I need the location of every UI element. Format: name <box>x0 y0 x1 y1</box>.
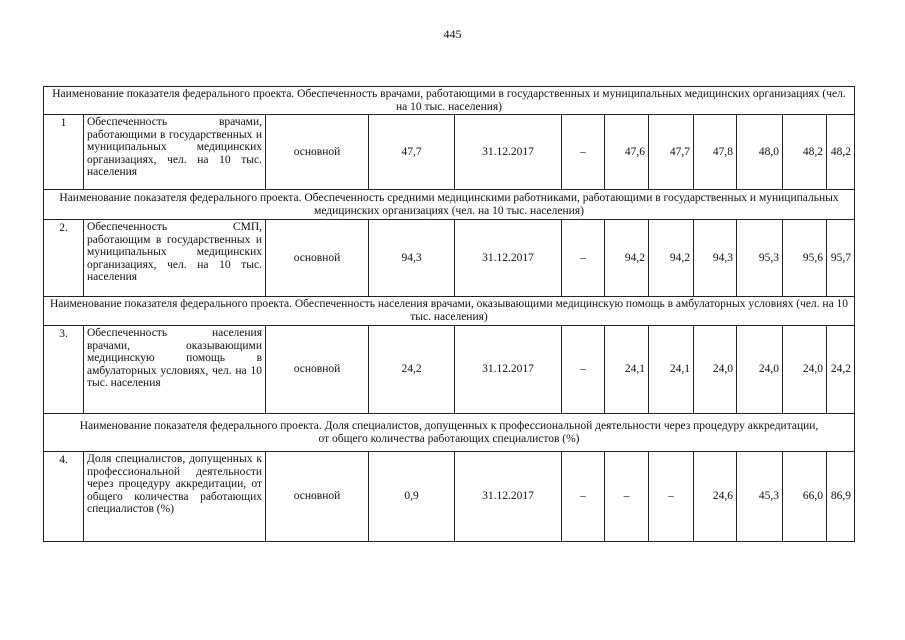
year-value: 48,2 <box>827 115 855 190</box>
year-value: – <box>562 115 605 190</box>
indicator-name: Доля специалистов, допущенных к профессиональной деятельности через процедуру аккредитации, от общего количества работающих специалистов (%) <box>84 452 266 542</box>
base-value: 0,9 <box>369 452 455 542</box>
indicator-name: Обеспеченность врачами, работающими в государственных и муниципальных медицинских организациях, чел. на 10 тыс. населения <box>84 115 266 190</box>
row-number: 1 <box>44 115 84 190</box>
year-value: – <box>562 220 605 297</box>
base-value: 47,7 <box>369 115 455 190</box>
section-header-row <box>44 190 855 220</box>
year-value: 47,6 <box>605 115 649 190</box>
section-header-row <box>44 297 855 326</box>
indicator-name: Обеспеченность населения врачами, оказывающими медицинскую помощь в амбулаторных условиях, чел. на 10 тыс. населения <box>84 326 266 414</box>
base-date: 31.12.2017 <box>455 220 562 297</box>
year-value: 48,0 <box>737 115 783 190</box>
table-row <box>44 220 855 297</box>
year-value: 24,0 <box>737 326 783 414</box>
year-value: 24,0 <box>783 326 827 414</box>
year-value: – <box>562 326 605 414</box>
year-value: 45,3 <box>737 452 783 542</box>
section-header-row <box>44 414 855 452</box>
year-value: 66,0 <box>783 452 827 542</box>
year-value: 24,2 <box>827 326 855 414</box>
year-value: 24,1 <box>649 326 694 414</box>
row-number: 4. <box>44 452 84 542</box>
section-title: Наименование показателя федерального проекта. Доля специалистов, допущенных к профессиональной деятельности через процедуру аккредитации, от общего количества работающих специалистов (%) <box>44 414 855 452</box>
year-value: – <box>562 452 605 542</box>
indicator-name: Обеспеченность СМП, работающим в государственных и муниципальных медицинских организациях, чел. на 10 тыс. населения <box>84 220 266 297</box>
page-number: 445 <box>443 27 462 41</box>
year-value: 48,2 <box>783 115 827 190</box>
base-value: 94,3 <box>369 220 455 297</box>
indicators-table <box>43 86 855 542</box>
row-number: 2. <box>44 220 84 297</box>
year-value: 94,3 <box>694 220 737 297</box>
year-value: 94,2 <box>605 220 649 297</box>
section-header-row <box>44 87 855 115</box>
year-value: 24,6 <box>694 452 737 542</box>
year-value: 86,9 <box>827 452 855 542</box>
row-number: 3. <box>44 326 84 414</box>
base-date: 31.12.2017 <box>455 115 562 190</box>
indicator-type: основной <box>266 452 369 542</box>
year-value: – <box>605 452 649 542</box>
section-title: Наименование показателя федерального проекта. Обеспеченность врачами, работающими в государственных и муниципальных медицинских организациях (чел. на 10 тыс. населения) <box>44 87 855 115</box>
base-date: 31.12.2017 <box>455 326 562 414</box>
year-value: 95,7 <box>827 220 855 297</box>
year-value: 47,8 <box>694 115 737 190</box>
base-date: 31.12.2017 <box>455 452 562 542</box>
year-value: – <box>649 452 694 542</box>
table-row <box>44 115 855 190</box>
table-row <box>44 452 855 542</box>
year-value: 94,2 <box>649 220 694 297</box>
year-value: 95,3 <box>737 220 783 297</box>
indicator-type: основной <box>266 220 369 297</box>
indicator-type: основной <box>266 115 369 190</box>
year-value: 24,1 <box>605 326 649 414</box>
section-title: Наименование показателя федерального проекта. Обеспеченность средними медицинскими работниками, работающими в государственных и муниципальных медицинских организациях (чел. на 10 тыс. населения) <box>44 190 855 220</box>
year-value: 24,0 <box>694 326 737 414</box>
table-row <box>44 326 855 414</box>
year-value: 47,7 <box>649 115 694 190</box>
base-value: 24,2 <box>369 326 455 414</box>
indicator-type: основной <box>266 326 369 414</box>
year-value: 95,6 <box>783 220 827 297</box>
section-title: Наименование показателя федерального проекта. Обеспеченность населения врачами, оказывающими медицинскую помощь в амбулаторных условиях (чел. на 10 тыс. населения) <box>44 297 855 326</box>
